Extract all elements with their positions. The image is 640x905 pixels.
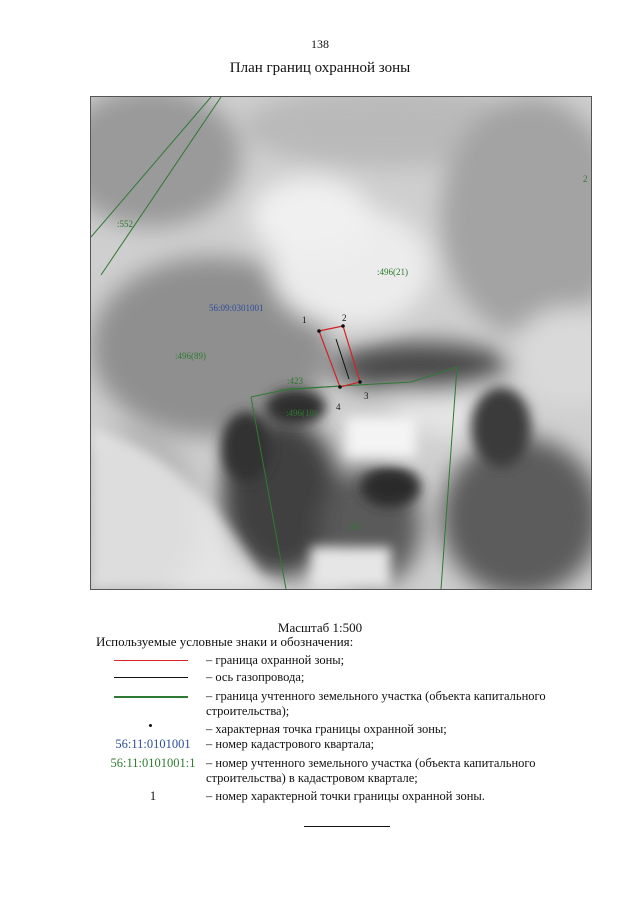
parcel-label-edge: 2 bbox=[583, 174, 588, 184]
page-number: 138 bbox=[311, 37, 329, 51]
parcel-label-496-89: :496(89) bbox=[175, 351, 206, 361]
bottom-rule bbox=[304, 826, 390, 827]
legend-text: – номер учтенного земельного участка (объекта капитального строительства) в кадастровом квартале; bbox=[206, 756, 536, 785]
zone-point-4 bbox=[338, 385, 342, 389]
zone-point-2 bbox=[341, 324, 345, 328]
cadastral-quarter-label: 56:09:0301001 bbox=[209, 303, 264, 313]
legend-symbol-parcel-boundary bbox=[96, 689, 210, 704]
legend-symbol-cadastral-quarter: 56:11:0101001 bbox=[115, 737, 191, 751]
page-title: План границ охранной зоны bbox=[229, 60, 411, 76]
parcel-label-552: :552 bbox=[117, 219, 134, 229]
legend-text: – характерная точка границы охранной зоны; bbox=[206, 722, 447, 736]
map-scale: Масштаб 1:500 bbox=[277, 620, 363, 635]
point-number-2: 2 bbox=[342, 313, 347, 323]
aerial-map bbox=[91, 97, 591, 589]
zone-point-3 bbox=[358, 380, 362, 384]
parcel-label-496-21: :496(21) bbox=[377, 267, 408, 277]
legend-text: – номер кадастрового квартала; bbox=[206, 737, 375, 751]
zone-point-1 bbox=[317, 329, 321, 333]
legend-symbol-gas-axis bbox=[96, 670, 210, 685]
legend-text: – номер характерной точки границы охранной зоны. bbox=[206, 789, 485, 803]
legend-symbol-parcel-number: 56:11:0101001:1 bbox=[110, 756, 196, 770]
parcel-label-58: :58 bbox=[348, 522, 360, 532]
legend-symbol-zone-boundary bbox=[96, 653, 210, 668]
point-number-4: 4 bbox=[336, 402, 341, 412]
parcel-label-423: :423 bbox=[287, 376, 304, 386]
legend-heading: Используемые условные знаки и обозначения: bbox=[96, 634, 354, 649]
legend-text: – ось газопровода; bbox=[206, 670, 305, 684]
map-frame bbox=[90, 96, 592, 590]
legend-text: – граница учтенного земельного участка (объекта капитального строительства); bbox=[206, 689, 546, 718]
legend-symbol-zone-point bbox=[96, 722, 210, 737]
point-number-3: 3 bbox=[364, 391, 369, 401]
parcel-label-496-10: :496(10) bbox=[286, 408, 317, 418]
legend-text: – граница охранной зоны; bbox=[206, 653, 345, 667]
legend-symbol-point-number: 1 bbox=[149, 789, 157, 803]
point-number-1: 1 bbox=[302, 315, 307, 325]
